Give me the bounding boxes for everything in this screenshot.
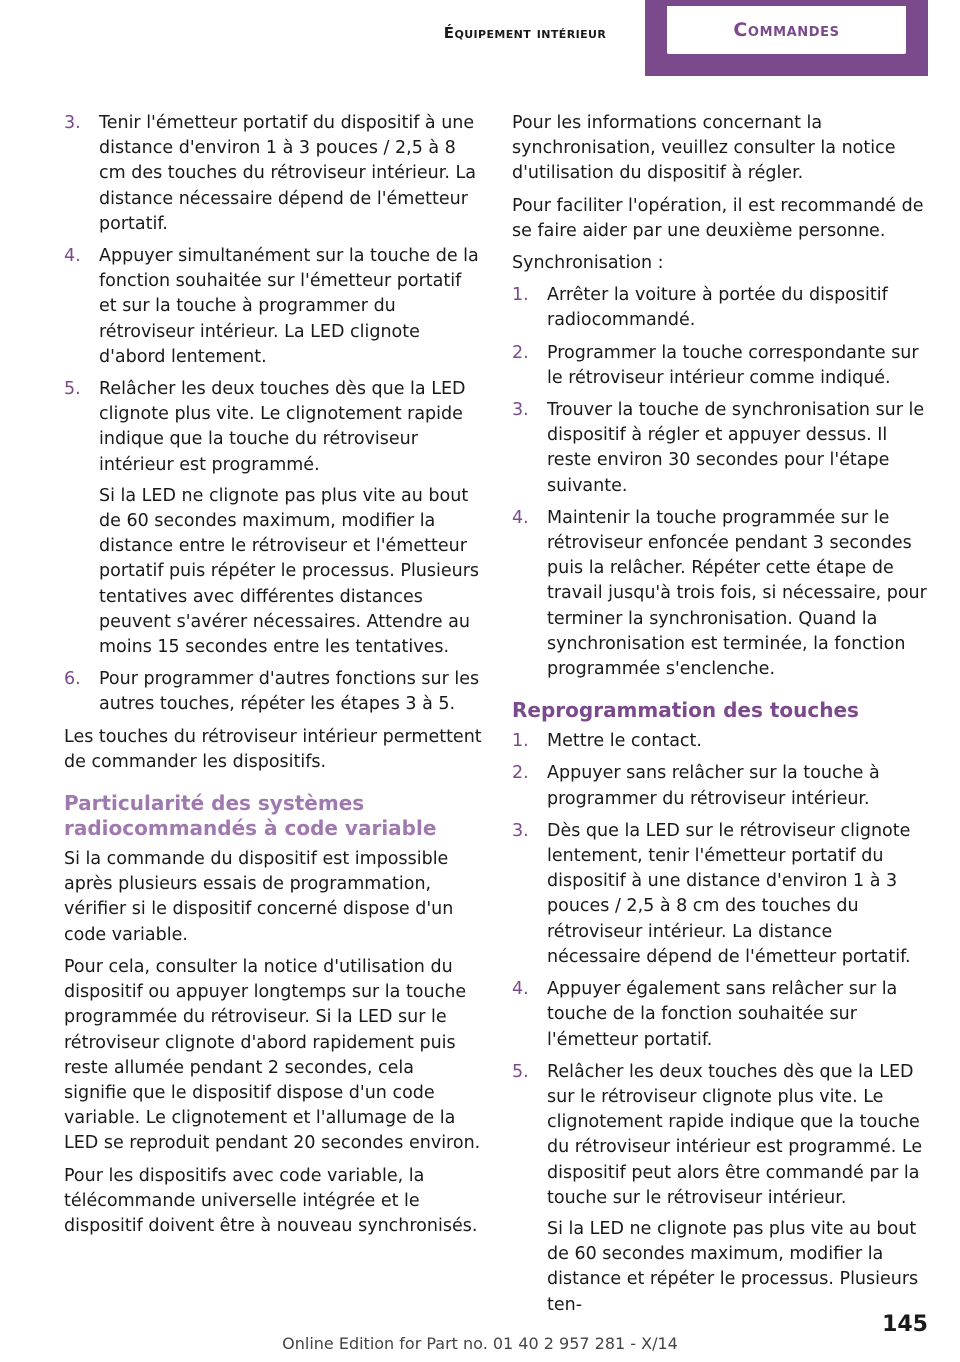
step-number: 5.: [512, 1061, 529, 1082]
edition-footer: Online Edition for Part no. 01 40 2 957 281 - X/14: [282, 1334, 678, 1353]
body-paragraph: Les touches du rétroviseur intérieur permettent de commander les dispositifs.: [64, 726, 482, 772]
step-number: 5.: [64, 379, 81, 400]
step-text: Appuyer sans relâcher sur la touche à programmer du rétroviseur intérieur.: [547, 763, 880, 809]
section-heading-reprogramming: Reprogrammation des touches: [512, 698, 859, 723]
right-column: [512, 111, 930, 1325]
step-item: [64, 377, 482, 660]
step-item: [512, 761, 930, 811]
step-text: Mettre le contact.: [547, 731, 702, 752]
step-text: Arrêter la voiture à portée du dispositif radiocommandé.: [547, 285, 888, 331]
body-paragraph: Pour les informations concernant la synchronisation, veuillez consulter la notice d'utilisation du dispositif à régler.: [512, 113, 896, 184]
step-item: [64, 667, 482, 717]
step-item: [64, 244, 482, 370]
step-number: 3.: [512, 820, 529, 841]
step-item: [512, 1060, 930, 1318]
step-number: 4.: [512, 979, 529, 1000]
programming-steps: [64, 111, 482, 718]
body-paragraph: Si la commande du dispositif est impossible après plusieurs essais de programmation, vérifier si le dispositif concerné dispose d'un code variable.: [64, 849, 454, 945]
body-paragraph: Pour faciliter l'opération, il est recommandé de se faire aider par une deuxième personne.: [512, 195, 924, 241]
step-number: 3.: [64, 113, 81, 133]
step-number: 4.: [64, 246, 81, 267]
step-text: Dès que la LED sur le rétroviseur clignote lentement, tenir l'émetteur portatif du dispositif à une distance d'environ 1 à 3 pouces / 2,5 à 8 cm des touches du rétroviseur intérieur. La distance nécessaire dépend de l'émetteur portatif.: [547, 820, 911, 967]
step-item: [512, 341, 930, 391]
chapter-tab: [645, 0, 928, 76]
step-item: [512, 506, 930, 682]
section-heading-rolling-code: Particularité des systèmes radiocommandés à code variable: [64, 791, 437, 841]
step-note: Si la LED ne clignote pas plus vite au bout de 60 secondes maximum, modifier la distance entre le rétroviseur et l'émetteur portatif puis répéter le processus. Plusieurs tentatives avec différentes distances peuvent s'avérer nécessaires. Attendre au moins 15 secondes entre les tentatives.: [99, 485, 480, 658]
step-text: Trouver la touche de synchronisation sur le dispositif à régler et appuyer dessus. Il reste environ 30 secondes pour l'étape suivante.: [547, 400, 925, 496]
left-column: [64, 111, 482, 1246]
step-text: Relâcher les deux touches dès que la LED sur le rétroviseur clignote plus vite. Le clignotement rapide indique que la touche du rétroviseur intérieur est programmé. Le dispositif peut alors être commandé par la touche sur le rétroviseur intérieur.: [547, 1061, 923, 1208]
step-item: [512, 977, 930, 1053]
step-text: Appuyer simultanément sur la touche de la fonction souhaitée sur l'émetteur portatif et sur la touche à programmer du rétroviseur intérieur. La LED clignote d'abord lentement.: [99, 246, 479, 367]
step-item: [512, 819, 930, 970]
page-number: 145: [882, 1312, 928, 1337]
chapter-tab-label: Commandes: [667, 6, 906, 54]
step-number: 6.: [64, 669, 81, 690]
step-item: [512, 283, 930, 333]
step-number: 2.: [512, 342, 529, 363]
step-number: 1.: [512, 731, 529, 752]
step-text: Maintenir la touche programmée sur le rétroviseur enfoncée pendant 3 secondes puis la relâcher. Répéter cette étape de travail jusqu'à trois fois, si nécessaire, pour terminer la synchronisation. Quand la synchronisation est terminée, la fonction programmée s'enclenche.: [547, 507, 927, 680]
step-item: [64, 111, 482, 237]
step-note: Si la LED ne clignote pas plus vite au bout de 60 secondes maximum, modifier la distance et répéter le processus. Plusieurs ten-: [547, 1218, 919, 1315]
step-text: Pour programmer d'autres fonctions sur les autres touches, répéter les étapes 3 à 5.: [99, 669, 480, 715]
body-paragraph: Pour cela, consulter la notice d'utilisation du dispositif ou appuyer longtemps sur la touche programmée du rétroviseur. Si la LED sur le rétroviseur clignote d'abord rapidement puis reste allumée pendant 2 secondes, cela signifie que le dispositif dispose d'un code variable. Le clignotement et l'allumage de la LED se reproduit pendant 20 secondes environ.: [64, 956, 481, 1154]
step-item: [512, 398, 930, 499]
step-number: 4.: [512, 507, 529, 528]
reprogramming-steps: [512, 729, 930, 1317]
synchronisation-steps: [512, 283, 930, 682]
step-text: Programmer la touche correspondante sur le rétroviseur intérieur comme indiqué.: [547, 342, 919, 388]
step-text: Appuyer également sans relâcher sur la touche de la fonction souhaitée sur l'émetteur portatif.: [547, 979, 898, 1050]
section-title: Équipement intérieur: [443, 24, 607, 42]
step-number: 3.: [512, 400, 529, 421]
step-item: [512, 729, 930, 754]
step-text: Relâcher les deux touches dès que la LED clignote plus vite. Le clignotement rapide indique que la touche du rétroviseur intérieur est programmé.: [99, 379, 466, 475]
step-text: Tenir l'émetteur portatif du dispositif à une distance d'environ 1 à 3 pouces / 2,5 à 8 cm des touches du rétroviseur intérieur. La distance nécessaire dépend de l'émetteur portatif.: [99, 113, 476, 234]
step-number: 1.: [512, 285, 529, 306]
body-paragraph: Synchronisation :: [512, 253, 664, 274]
step-number: 2.: [512, 763, 529, 784]
body-paragraph: Pour les dispositifs avec code variable, la télécommande universelle intégrée et le dispositif doivent être à nouveau synchronisés.: [64, 1165, 478, 1236]
